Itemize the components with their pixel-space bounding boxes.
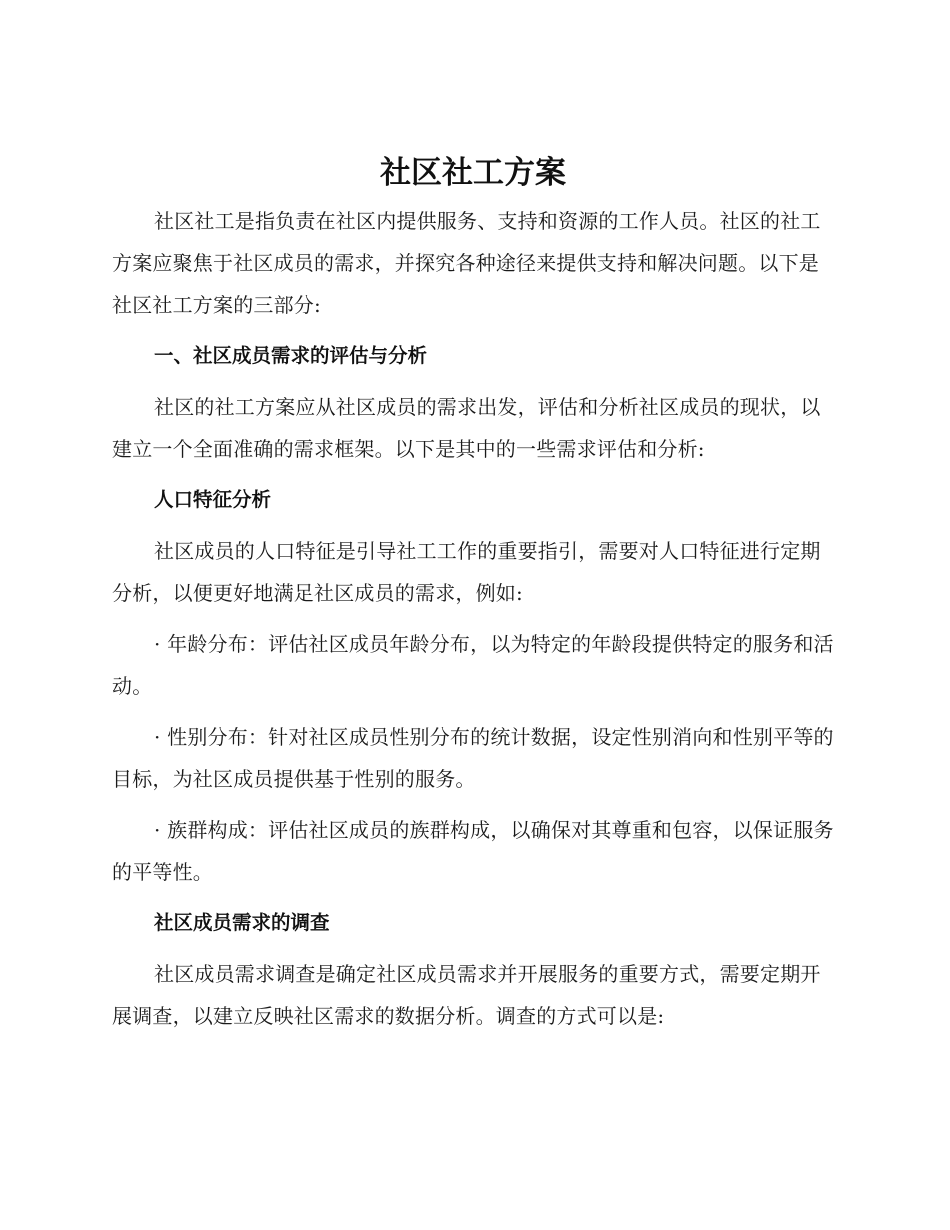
demographics-paragraph: 社区成员的人口特征是引导社工工作的重要指引，需要对人口特征进行定期分析，以便更好地满足社区成员的需求，例如: [112, 539, 821, 605]
section-heading-needs-assessment: 一、社区成员需求的评估与分析 [154, 344, 428, 367]
bullet-gender-distribution: · 性别分布：针对社区成员性别分布的统计数据，设定性别消向和性别平等的目标，为社区成员提供基于性别的服务。 [112, 725, 834, 791]
subheading-needs-survey: 社区成员需求的调查 [154, 911, 330, 934]
subheading-demographics: 人口特征分析 [154, 488, 272, 511]
intro-paragraph: 社区社工是指负责在社区内提供服务、支持和资源的工作人员。社区的社工方案应聚焦于社区成员的需求，并探究各种途径来提供支持和解决问题。以下是社区社工方案的三部分: [112, 209, 821, 317]
section-paragraph: 社区的社工方案应从社区成员的需求出发，评估和分析社区成员的现状，以建立一个全面准确的需求框架。以下是其中的一些需求评估和分析: [112, 395, 821, 461]
bullet-age-distribution: · 年龄分布：评估社区成员年龄分布，以为特定的年龄段提供特定的服务和活动。 [112, 632, 834, 698]
survey-paragraph: 社区成员需求调查是确定社区成员需求并开展服务的重要方式，需要定期开展调查，以建立反映社区需求的数据分析。调查的方式可以是: [112, 962, 821, 1028]
bullet-ethnic-composition: · 族群构成：评估社区成员的族群构成，以确保对其尊重和包容，以保证服务的平等性。 [112, 818, 834, 884]
document-title: 社区社工方案 [380, 155, 566, 191]
document-page [112, 150, 834, 1046]
